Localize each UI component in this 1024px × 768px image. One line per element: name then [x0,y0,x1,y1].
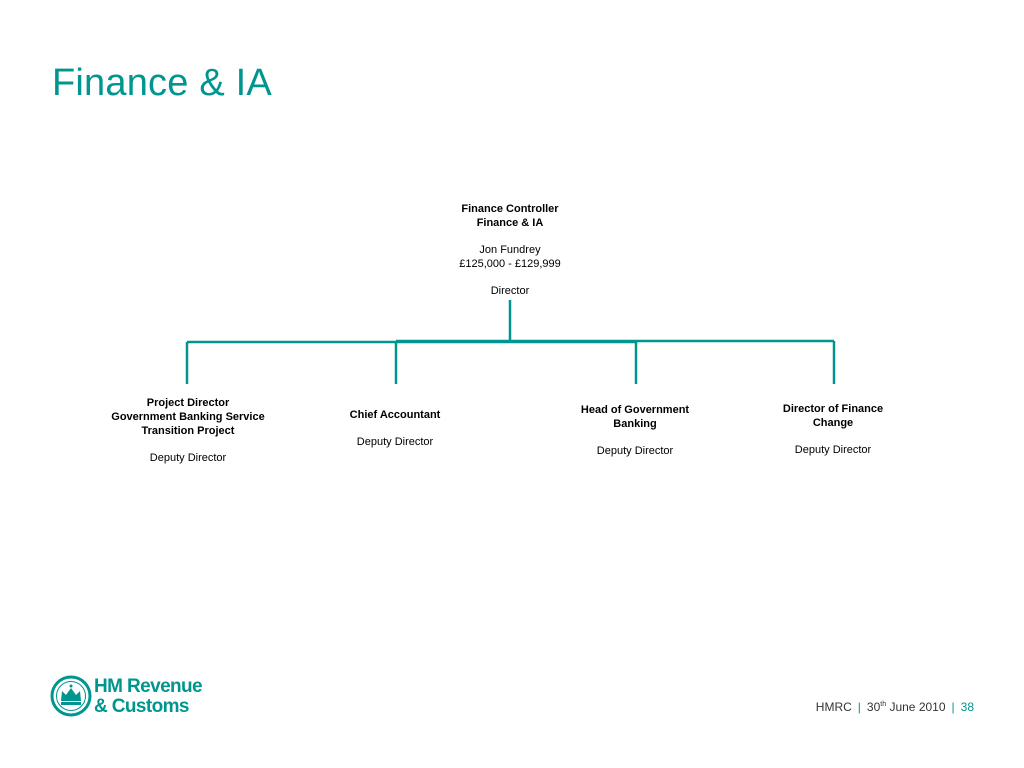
logo-line-2: & Customs [94,696,189,717]
node-title-line: Project Director [146,397,230,409]
org-node-head-of-government-banking [555,403,715,458]
logo-line-1: HM Revenue [94,676,203,697]
node-grade: Deputy Director [794,444,872,456]
node-title-line: Change [812,417,854,429]
hmrc-logo-text [94,677,202,717]
page-number: 38 [960,700,974,714]
org-node-project-director [92,396,284,465]
node-person-name: Jon Fundrey [479,244,541,256]
node-grade: Deputy Director [596,445,674,457]
footer-separator: | [951,700,955,714]
node-title-line: Finance Controller [461,203,559,215]
node-grade: Director [490,285,530,297]
node-title-line: Director of Finance [782,403,884,415]
footer-date-suffix: th [880,701,887,708]
footer-separator: | [857,700,861,714]
org-node-director-of-finance-change [757,402,909,457]
page-title: Finance & IA [52,62,272,104]
node-title-line: Transition Project [141,425,235,437]
org-node-finance-controller [420,202,600,298]
org-node-chief-accountant [320,408,470,449]
footer-org: HMRC [815,700,852,714]
node-title-line: Finance & IA [476,217,544,229]
node-title-line: Chief Accountant [349,409,441,421]
node-grade: Deputy Director [356,436,434,448]
footer-date-day: 30 [866,700,881,714]
node-grade: Deputy Director [149,452,227,464]
node-title-line: Banking [613,418,657,430]
node-title-line: Head of Government [580,404,690,416]
node-title-line: Government Banking Service [111,411,265,423]
footer-date-rest: June 2010 [886,700,946,714]
footer [816,700,974,714]
node-salary: £125,000 - £129,999 [459,258,561,270]
